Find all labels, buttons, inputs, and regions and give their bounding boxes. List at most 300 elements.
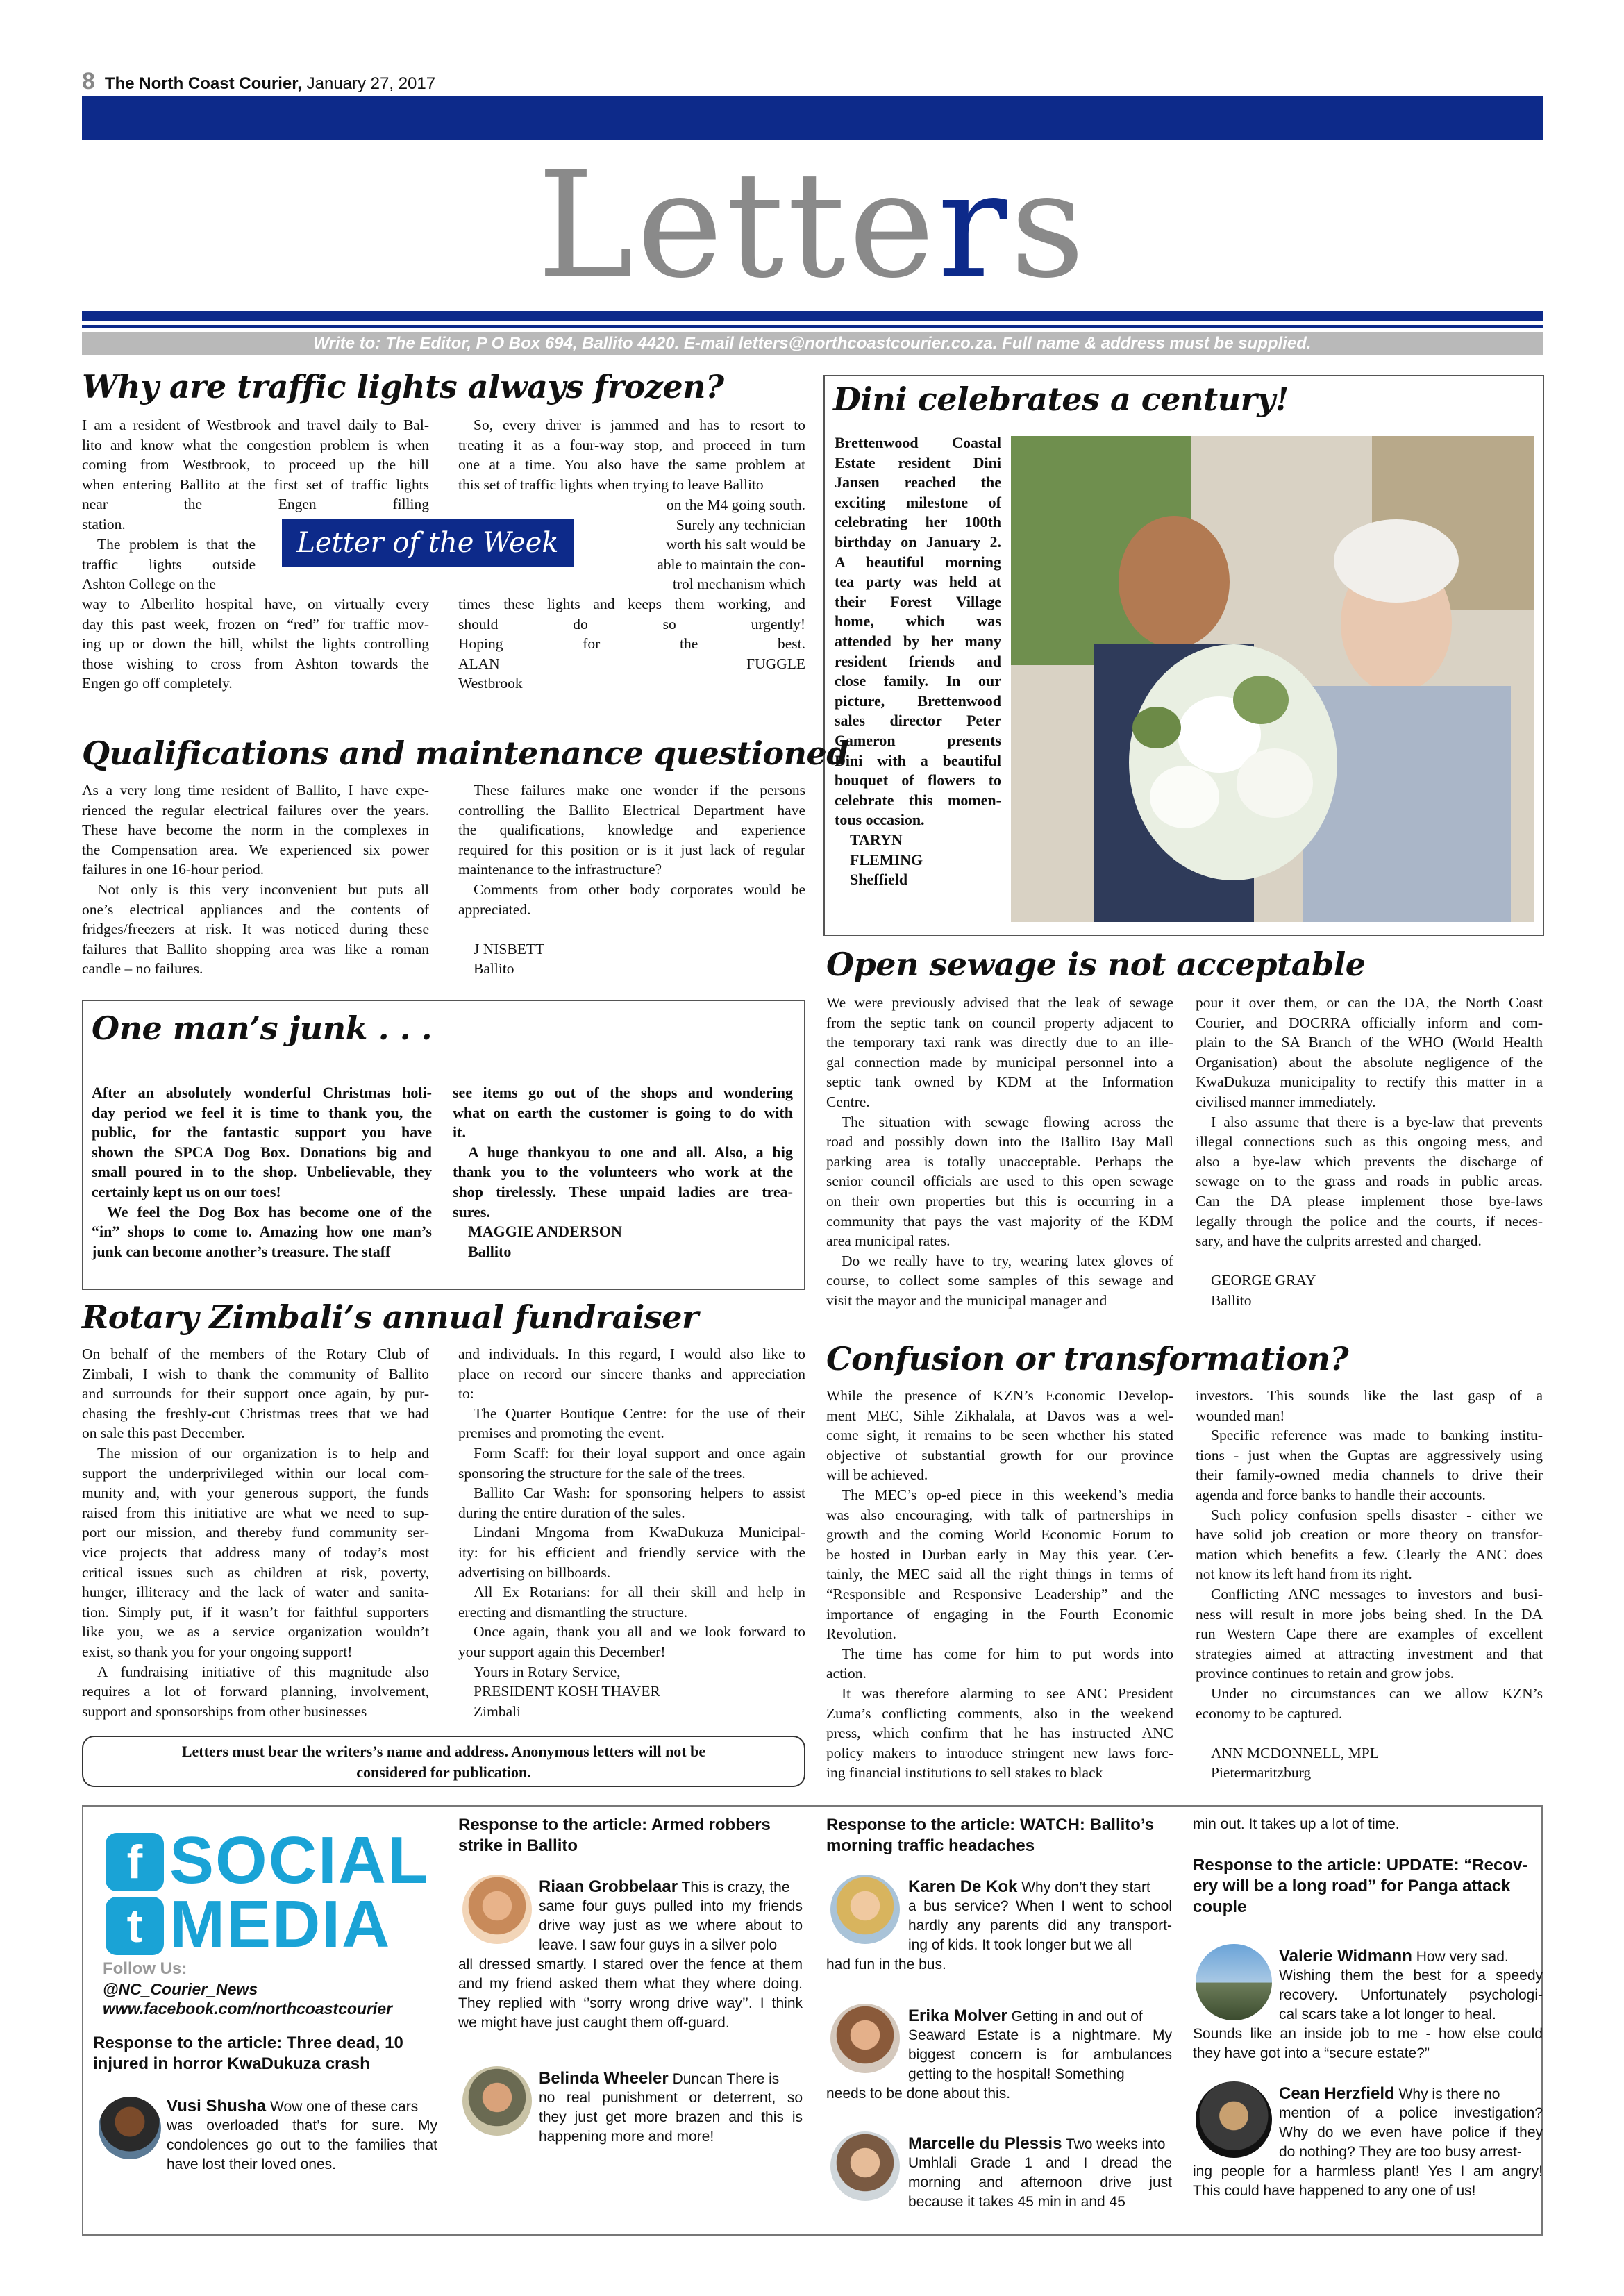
traffic-col-2a xyxy=(458,415,805,494)
text-line: biggest concern is for ambulances xyxy=(908,2047,1172,2063)
masthead-rule-thin xyxy=(82,325,1543,328)
page-number: 8 xyxy=(82,68,95,94)
text-line: Umhlali Grade 1 and I dread the xyxy=(908,2155,1172,2171)
text-line: come sight, it remains to be seen whether his stated xyxy=(826,1427,1173,1444)
text-line: Wishing them the best for a speedy xyxy=(1279,1968,1543,1984)
text-line: Hoping for the best. xyxy=(458,635,805,653)
text-line: worth his salt would be xyxy=(666,536,805,553)
text-line: civilised manner immediately. xyxy=(1196,1093,1376,1110)
publication-name: The North Coast Courier, xyxy=(104,74,302,93)
response-2-title: Response to the article: Armed robbers strike in Ballito xyxy=(458,1816,771,1855)
text-line: Revolution. xyxy=(826,1625,896,1643)
twitter-icon: t xyxy=(106,1897,164,1955)
text-line: birthday on January 2. xyxy=(835,533,1001,551)
twitter-handle: @NC_Courier_News xyxy=(103,1980,258,1998)
text-line: Conflicting ANC messages to investors and busi- xyxy=(1211,1585,1543,1602)
traffic-col-2c xyxy=(458,594,805,694)
text-line: had fun in the bus. xyxy=(826,1956,946,1972)
text-line: appreciated. xyxy=(458,900,531,918)
text-line: hardly any parents did any transport- xyxy=(908,1918,1172,1934)
text-line: This could have happened to any one of us! xyxy=(1193,2183,1476,2199)
cean-herzfield-avatar xyxy=(1196,2081,1272,2158)
text-line: area municipal rates. xyxy=(826,1232,951,1250)
text-line: FLEMING xyxy=(850,850,923,869)
text-line: ing of kids. It took longer but we all xyxy=(908,1937,1132,1953)
text-line: advertising on billboards. xyxy=(458,1564,611,1581)
marcelle-du-plessis-avatar xyxy=(830,2131,900,2201)
text-line: Zimbali xyxy=(474,1702,521,1720)
confusion-headline: Confusion or transformation? xyxy=(826,1340,1349,1377)
response-3-comment-1: Karen De Kok Why don’t they start xyxy=(908,1877,1150,1896)
text-line: wounded man! xyxy=(1196,1407,1285,1424)
text-line: These have become the norm in the complexes in xyxy=(82,821,429,839)
text-line: the Compensation area. We experienced six power xyxy=(82,841,429,858)
text-line: On behalf of the members of the Rotary Club of xyxy=(82,1346,429,1362)
text-line: ing up or down the hill, whilst the lights controlling xyxy=(82,635,429,653)
text-line: happening more and more! xyxy=(539,2129,714,2145)
response-3-comment-2: Erika Molver Getting in and out of xyxy=(908,2006,1143,2025)
text-line: close family. In our xyxy=(835,672,1001,690)
text-line: should do so urgently! xyxy=(458,615,805,632)
text-line: vice projects that address many of today’s most xyxy=(82,1543,429,1561)
rotary-headline: Rotary Zimbali’s annual fundraiser xyxy=(82,1298,698,1336)
response-2-comment-2: Belinda Wheeler Duncan There is xyxy=(539,2069,780,2088)
response-2-comment-1: Riaan Grobbelaar This is crazy, the xyxy=(539,1877,790,1896)
text-line: their family-owned media channels to drive their xyxy=(1196,1466,1543,1484)
confusion-col-2 xyxy=(1196,1386,1543,1783)
text-line: candle – no failures. xyxy=(82,960,203,978)
text-line: investors. This sounds like the last gasp of a xyxy=(1196,1387,1543,1404)
text-line: coming from Westbrook, to proceed up the hill xyxy=(82,456,429,474)
text-line: do nothing? They are too busy arrest- xyxy=(1279,2144,1522,2160)
text-line: able to maintain the con- xyxy=(657,555,805,573)
text-line: rienced the regular electrical failures over the years. xyxy=(82,801,429,819)
text-line: shown the SPCA Dog Box. Donations big and xyxy=(92,1143,432,1161)
text-line: Brettenwood Coastal xyxy=(835,434,1001,451)
text-line: tous occasion. xyxy=(835,811,925,829)
text-line: ing people for a harmless plant! Yes I am angry! xyxy=(1193,2163,1543,2179)
traffic-headline: Why are traffic lights always frozen? xyxy=(82,368,724,405)
text-line: Sheffield xyxy=(850,871,908,889)
text-line: what on earth the customer is going to do with xyxy=(453,1103,793,1121)
text-line: “Responsible and Responsive Leadership” and the xyxy=(826,1585,1173,1602)
text-line: it. xyxy=(453,1123,466,1141)
text-line: All Ex Rotarians: for all their skill and help in xyxy=(474,1584,805,1601)
text-line: bouquet of flowers to xyxy=(835,771,1001,789)
text-line: gal connection made by municipal personnel into a xyxy=(826,1053,1173,1071)
text-line: have lost their loved ones. xyxy=(167,2156,336,2172)
text-line: They replied with ‘’sorry wrong drive way’’. I think xyxy=(458,1995,803,2011)
text-line: Ashton College on the xyxy=(82,576,216,593)
text-line xyxy=(1196,1723,1543,1743)
belinda-wheeler-avatar xyxy=(462,2066,532,2136)
text-line: J NISBETT xyxy=(474,940,545,957)
text-line: importance of engaging in the Fourth Economic xyxy=(826,1605,1173,1623)
text-line: plain to the SA Branch of the WHO (World Health xyxy=(1196,1034,1543,1051)
text-line: run Western Cape there are examples of excellent xyxy=(1196,1625,1543,1643)
text-line: province continues to retain and grow jobs. xyxy=(1196,1665,1454,1682)
text-line: from the septic tank on council property adjacent to xyxy=(826,1014,1173,1031)
text-line: recovery. Unfortunately psychologi- xyxy=(1279,1987,1543,2003)
text-line: We were previously advised that the leak of sewage xyxy=(826,994,1173,1011)
text-line: they just get more brazen and this is xyxy=(539,2109,803,2125)
text-line: strategies aimed at attracting investment and that xyxy=(1196,1645,1543,1662)
text-line: no real punishment or deterrent, so xyxy=(539,2090,803,2106)
dini-credit xyxy=(835,830,1001,890)
text-line: Why do we even have police if they xyxy=(1279,2125,1543,2140)
text-line: those wishing to cross from Ashton towards the xyxy=(82,655,429,672)
text-line xyxy=(1196,1251,1543,1271)
text-line: all dressed smartly. I stared over the fence at them xyxy=(458,1956,803,1972)
text-line: public, for the fantastic support you have xyxy=(92,1123,432,1141)
text-line: Centre. xyxy=(826,1093,870,1110)
text-line: action. xyxy=(826,1665,867,1682)
follow-us-label: Follow Us: xyxy=(103,1959,187,1978)
masthead-tail: s xyxy=(1010,140,1088,310)
text-line: home, which was xyxy=(835,612,1001,630)
text-line: ness will result in more jobs being shed. In the DA xyxy=(1196,1605,1543,1623)
text-line: tions - just when the Guptas are aggressively using xyxy=(1196,1446,1543,1464)
text-line: policy makers to introduce stringent new laws forc- xyxy=(826,1744,1173,1761)
traffic-col-1c xyxy=(82,594,429,694)
text-line: on their own properties but this is occurring in a xyxy=(826,1192,1173,1209)
write-to-bar: Write to: The Editor, P O Box 694, Ballito 4420. E-mail letters@northcoastcourier.co.za. Full name & address must be supplied. xyxy=(82,332,1543,355)
response-1-title: Response to the article: Three dead, 10 injured in horror KwaDukuza crash xyxy=(93,2034,403,2073)
text-line: I am a resident of Westbrook and travel daily to Bal- xyxy=(82,417,429,433)
text-line: Specific reference was made to banking institu- xyxy=(1211,1427,1543,1444)
response-4-title: Response to the article: UPDATE: “Recov- ery will be a long road” for Panga attack couple xyxy=(1193,1856,1528,1916)
text-line: So, every driver is jammed and has to resort to xyxy=(474,417,805,433)
text-line: place on record our sincere thanks and appreciation xyxy=(458,1365,805,1382)
text-line: The situation with sewage flowing across the xyxy=(842,1113,1173,1130)
text-line: needs to be done about this. xyxy=(826,2086,1011,2102)
dini-photo-illustration xyxy=(1011,436,1534,922)
text-line: ANN MCDONNELL, MPL xyxy=(1211,1744,1379,1761)
text-line xyxy=(458,919,805,939)
vusi-shusha-avatar xyxy=(99,2097,161,2159)
text-line: your support again this December! xyxy=(458,1643,666,1660)
sewage-col-1 xyxy=(826,993,1173,1311)
text-line: erecting and dismantling the structure. xyxy=(458,1603,688,1620)
text-line: not know its left hand from its right. xyxy=(1196,1566,1412,1583)
text-line: MAGGIE ANDERSON xyxy=(468,1223,622,1241)
text-line: tion. Simply put, if it wasn’t for faithful supporters xyxy=(82,1603,429,1620)
text-line: day period we feel it is time to thank you, the xyxy=(92,1103,432,1121)
text-line: Ballito xyxy=(1211,1291,1252,1309)
text-line: celebrating her 100th xyxy=(835,513,1001,531)
text-line: Organisation) about the absolute negligence of the xyxy=(1196,1053,1543,1071)
masthead-rule-thick xyxy=(82,311,1543,321)
text-line: getting to the hospital! Something xyxy=(908,2066,1125,2082)
response-4-comment-2-cont-a xyxy=(1279,2104,1543,2162)
text-line: near the Engen filling xyxy=(82,496,429,513)
text-line: Form Scaff: for their loyal support and once again xyxy=(474,1444,805,1461)
junk-headline: One man’s junk . . . xyxy=(92,1009,433,1047)
text-line: same four guys pulled into my friends xyxy=(539,1898,803,1914)
anonymous-letters-notice xyxy=(82,1736,805,1787)
text-line: ity: for his efficient and friendly service with the xyxy=(458,1543,805,1561)
valerie-widmann-avatar xyxy=(1196,1944,1272,2020)
facebook-url: www.facebook.com/northcoastcourier xyxy=(103,2000,393,2018)
text-line: sewage on to the grass and roads in public areas. xyxy=(1196,1173,1543,1190)
response-3-comment-3-overflow: min out. It takes up a lot of time. xyxy=(1193,1816,1400,1832)
text-line: also a bye-law which prevents the discharge of xyxy=(1196,1153,1543,1170)
text-line: Courier, and DOCRRA officially inform and com- xyxy=(1196,1014,1543,1031)
response-2-comment-1-cont-b xyxy=(458,1955,803,2033)
karen-de-kok-avatar xyxy=(830,1875,900,1944)
text-line: exciting milestone of xyxy=(835,493,1001,511)
dini-caption xyxy=(835,433,1001,830)
text-line: road and possibly down into the Ballito Bay Mall xyxy=(826,1133,1173,1150)
text-line: Zimbali, I wish to thank the community of Ballito xyxy=(82,1365,429,1382)
page-folio xyxy=(82,68,435,95)
text-line: chasing the freshly-cut Christmas trees that we had xyxy=(82,1405,429,1422)
text-line: port our mission, and thereby fund community ser- xyxy=(82,1524,429,1541)
text-line: required for this position or is it just lack of regular xyxy=(458,841,805,858)
text-line: Surely any technician xyxy=(676,516,805,533)
text-line: because it takes 45 min in and 45 xyxy=(908,2194,1125,2210)
letter-of-the-week-badge: Letter of the Week xyxy=(282,519,574,567)
sewage-headline: Open sewage is not acceptable xyxy=(826,946,1366,983)
text-line: Yours in Rotary Service, xyxy=(474,1663,621,1680)
text-line: septic tank owned by KDM at the Information xyxy=(826,1073,1173,1091)
text-line: “in” shops to come to. Amazing how one man’s xyxy=(92,1223,432,1241)
text-line: small poured in to the shop. Unbelievable, they xyxy=(92,1163,432,1181)
notice-line-2: considered for publication. xyxy=(356,1763,531,1781)
text-line: senior council officials are used to this open sewage xyxy=(826,1173,1173,1190)
text-line: during the entire duration of the sales. xyxy=(458,1504,685,1521)
text-line: As a very long time resident of Ballito, I have expe- xyxy=(82,782,429,798)
text-line: way to Alberlito hospital have, on virtually every xyxy=(82,596,429,612)
text-line: was overloaded that’s for sure. My xyxy=(167,2118,437,2134)
text-line: Ballito Car Wash: for sponsoring helpers to assist xyxy=(474,1484,805,1502)
text-line: will be achieved. xyxy=(826,1466,928,1484)
text-line: TARYN xyxy=(850,831,903,848)
confusion-col-1 xyxy=(826,1386,1173,1783)
text-line: on the M4 going south. xyxy=(666,496,805,513)
text-line: failures that Ballito shopping area was like a roman xyxy=(82,940,429,957)
text-line: Under no circumstances can we allow KZN’s xyxy=(1211,1684,1543,1702)
text-line: sponsoring the structure for the sale of the trees. xyxy=(458,1464,746,1482)
text-line: shop tirelessly. These unpaid ladies are trea- xyxy=(453,1182,793,1200)
response-4-comment-2-cont-b xyxy=(1193,2162,1543,2201)
text-line: ALAN FUGGLE xyxy=(458,655,805,672)
text-line: certainly kept us on our toes! xyxy=(92,1182,281,1200)
text-line: premises and promoting the event. xyxy=(458,1425,664,1442)
text-line: leave. I saw four guys in a silver polo xyxy=(539,1937,778,1953)
text-line: We feel the Dog Box has become one of the xyxy=(107,1203,432,1221)
text-line: support the underprivileged within our local com- xyxy=(82,1464,429,1482)
text-line: After an absolutely wonderful Christmas holi- xyxy=(92,1084,432,1101)
traffic-col-1a xyxy=(82,415,429,535)
text-line: sary, and have the culprits arrested and charged. xyxy=(1196,1232,1482,1250)
section-masthead xyxy=(82,140,1543,310)
text-line: this set of traffic lights when trying to leave Ballito xyxy=(458,476,764,493)
response-3-title: Response to the article: WATCH: Ballito’s morning traffic headaches xyxy=(826,1816,1155,1855)
text-line: lito and know what the congestion problem is when xyxy=(82,436,429,453)
text-line: have solid job creation or more theory on transfor- xyxy=(1196,1526,1543,1543)
text-line: Jansen reached the xyxy=(835,474,1001,492)
text-line: morning and afternoon drive just xyxy=(908,2175,1172,2190)
qualifications-col-2 xyxy=(458,780,805,979)
response-3-comment-3: Marcelle du Plessis Two weeks into xyxy=(908,2134,1166,2153)
text-line: sures. xyxy=(453,1203,490,1221)
text-line: maintenance to the infrastructure? xyxy=(458,861,662,878)
response-2-comment-1-cont-a xyxy=(539,1897,803,1955)
sewage-col-2 xyxy=(1196,993,1543,1311)
text-line: objective of substantial growth for our province xyxy=(826,1446,1173,1464)
text-line: thank you to the volunteers who work at the xyxy=(453,1163,793,1181)
text-line: The Quarter Boutique Centre: for the use of their xyxy=(474,1405,805,1422)
notice-line-1: Letters must bear the writers’s name and address. Anonymous letters will not be xyxy=(181,1743,706,1760)
text-line: support and sponsorships from other businesses xyxy=(82,1702,367,1720)
text-line: a bus service? When I went to school xyxy=(908,1898,1172,1914)
qualifications-headline: Qualifications and maintenance questioned xyxy=(82,735,848,772)
text-line: course, to collect some samples of this sewage and xyxy=(826,1272,1173,1289)
text-line: Do we really have to try, wearing latex gloves of xyxy=(842,1252,1173,1269)
text-line: day this past week, frozen on “red” for traffic mov- xyxy=(82,615,429,632)
text-line: Dini with a beautiful xyxy=(835,751,1001,769)
text-line: junk can become another’s treasure. The staff xyxy=(92,1242,391,1260)
text-line: I also assume that there is a bye-law that prevents xyxy=(1211,1113,1543,1130)
text-line: picture, Brettenwood xyxy=(835,692,1001,710)
text-line: traffic lights outside xyxy=(82,555,256,573)
text-line: A huge thankyou to one and all. Also, a big xyxy=(468,1143,793,1161)
text-line: legally through the police and the courts, if neces- xyxy=(1196,1212,1543,1230)
rotary-col-1 xyxy=(82,1344,429,1721)
masthead-accent: r xyxy=(937,140,1010,310)
text-line: and individuals. In this regard, I would also like to xyxy=(458,1346,805,1362)
text-line: Zuma’s conflicting comments, also in the weekend xyxy=(826,1704,1173,1722)
text-line: failures in one 16-hour period. xyxy=(82,861,265,878)
masthead-lead: Lette xyxy=(537,140,938,310)
text-line: PRESIDENT KOSH THAVER xyxy=(474,1683,660,1700)
text-line: A fundraising initiative of this magnitude also xyxy=(97,1663,429,1680)
text-line: and surrounds for their support once again, by pur- xyxy=(82,1385,429,1402)
text-line: It was therefore alarming to see ANC President xyxy=(842,1684,1173,1702)
response-4-comment-2: Cean Herzfield Why is there no xyxy=(1279,2084,1500,2103)
dini-birthday-photo xyxy=(1011,436,1534,922)
response-1-comment-1: Vusi Shusha Wow one of these cars xyxy=(167,2097,419,2115)
text-line: Lindani Mngoma from KwaDukuza Municipal- xyxy=(474,1524,805,1541)
text-line: tainly, the MEC said all the right things in terms of xyxy=(826,1566,1173,1583)
text-line: Pietermaritzburg xyxy=(1211,1764,1312,1782)
riaan-grobbelaar-avatar xyxy=(462,1875,532,1944)
social-brand-line-2: MEDIA xyxy=(169,1887,392,1961)
text-line: The mission of our organization is to help and xyxy=(97,1444,429,1461)
text-line: These failures make one wonder if the persons xyxy=(474,782,805,798)
text-line: Once again, thank you all and we look forward to xyxy=(474,1623,805,1641)
text-line: munity and, with your generous support, the funds xyxy=(82,1484,429,1502)
text-line: community that pays the vast majority of the KDM xyxy=(826,1212,1173,1230)
text-line: on sale this past December. xyxy=(82,1425,245,1442)
traffic-col-2b xyxy=(628,495,805,594)
junk-col-2 xyxy=(453,1083,793,1262)
text-line: parking area is totally unacceptable. Perhaps the xyxy=(826,1153,1173,1170)
text-line: Cameron presents xyxy=(835,731,1001,749)
text-line: Engen go off completely. xyxy=(82,675,233,692)
text-line: attended by her many xyxy=(835,632,1001,650)
text-line: sales director Peter xyxy=(835,712,1001,730)
text-line: one’s electrical appliances and the contents of xyxy=(82,900,429,918)
text-line: exist, so thank you for your ongoing support! xyxy=(82,1643,353,1660)
text-line: ing financial institutions to sell stakes to black xyxy=(826,1764,1103,1782)
text-line: one at a time. You also have the same problem at xyxy=(458,456,805,474)
response-3-comment-2-cont-a xyxy=(908,2026,1172,2084)
text-line: GEORGE GRAY xyxy=(1211,1272,1316,1289)
text-line: Not only is this very inconvenient but puts all xyxy=(97,880,429,898)
text-line: ment MEC, Sihle Zikhalala, at Davos was a wel- xyxy=(826,1407,1173,1424)
response-1-comment-1-cont xyxy=(167,2116,437,2175)
text-line: their Forest Village xyxy=(835,592,1001,610)
text-line: growth and the coming World Economic Forum to xyxy=(826,1526,1173,1543)
text-line: the temporary taxi rank was directly due to an ille- xyxy=(826,1034,1173,1051)
text-line: agenda and force banks to handle their accounts. xyxy=(1196,1486,1486,1503)
text-line: condolences go out to the families that xyxy=(167,2137,437,2153)
text-line: Ballito xyxy=(474,960,514,978)
text-line: Estate resident Dini xyxy=(835,453,1001,471)
text-line: like you, we as a service organization wouldn’t xyxy=(82,1623,429,1641)
traffic-col-1b xyxy=(82,535,256,594)
response-4-comment-1: Valerie Widmann How very sad. xyxy=(1279,1947,1509,1966)
text-line: station. xyxy=(82,515,126,533)
text-line: visit the mayor and the municipal manager and xyxy=(826,1291,1107,1309)
dini-headline: Dini celebrates a century! xyxy=(833,380,1289,418)
text-line: Ballito xyxy=(468,1242,512,1260)
erika-molver-avatar xyxy=(830,2004,900,2073)
text-line: Comments from other body corporates would be xyxy=(474,880,805,898)
text-line: treating it as a four-way stop, and proceed in turn xyxy=(458,436,805,453)
response-4-comment-1-cont-b xyxy=(1193,2025,1543,2063)
text-line: see items go out of the shops and wondering xyxy=(453,1084,793,1101)
text-line: pour it over them, or can the DA, the North Coast xyxy=(1196,994,1543,1011)
qualifications-col-1 xyxy=(82,780,429,979)
response-4-comment-1-cont-a xyxy=(1279,1966,1543,2025)
text-line: press, which confirm that he has instructed ANC xyxy=(826,1725,1173,1742)
text-line: times these lights and keeps them working, and xyxy=(458,596,805,612)
text-line: raised from this initiative are what we need to sup- xyxy=(82,1504,429,1521)
text-line: drive way just as we where about to xyxy=(539,1918,803,1934)
rotary-col-2 xyxy=(458,1344,805,1721)
response-3-comment-1-cont-a xyxy=(908,1897,1172,1955)
text-line: Can the DA please implement those bye-laws xyxy=(1196,1192,1543,1209)
text-line: the qualifications, knowledge and experience xyxy=(458,821,805,839)
text-line: when entering Ballito at the first set of traffic lights xyxy=(82,476,429,493)
text-line: tea party was held at xyxy=(835,573,1001,591)
text-line: mention of a police investigation? xyxy=(1279,2105,1543,2121)
text-line: celebrate this momen- xyxy=(835,791,1001,809)
top-blue-bar xyxy=(82,96,1543,140)
facebook-icon: f xyxy=(106,1833,164,1891)
text-line: they have got into a “secure estate?” xyxy=(1193,2045,1430,2061)
response-3-comment-1-cont-b xyxy=(826,1955,1172,1975)
text-line: cal scars take a lot longer to heal. xyxy=(1279,2006,1496,2022)
text-line: The time has come for him to put words into xyxy=(842,1645,1173,1662)
text-line: resident friends and xyxy=(835,652,1001,670)
text-line: Sounds like an inside job to me - how else could xyxy=(1193,2026,1543,2042)
text-line: The problem is that the xyxy=(97,536,256,553)
response-3-comment-3-cont xyxy=(908,2154,1172,2212)
text-line: to: xyxy=(458,1385,474,1402)
text-line: hunger, illiteracy and the lack of water and sanita- xyxy=(82,1584,429,1601)
text-line: critical issues such as children at risk, poverty, xyxy=(82,1564,429,1581)
text-line: Seaward Estate is a nightmare. My xyxy=(908,2027,1172,2043)
text-line: and my friend asked them what they where doing. xyxy=(458,1976,803,1992)
text-line: While the presence of KZN’s Economic Develop- xyxy=(826,1387,1173,1404)
text-line: economy to be captured. xyxy=(1196,1704,1343,1722)
text-line: The MEC’s op-ed piece in this weekend’s media xyxy=(842,1486,1173,1503)
text-line: be hosted in Durban early in May this year. Cer- xyxy=(826,1545,1173,1563)
